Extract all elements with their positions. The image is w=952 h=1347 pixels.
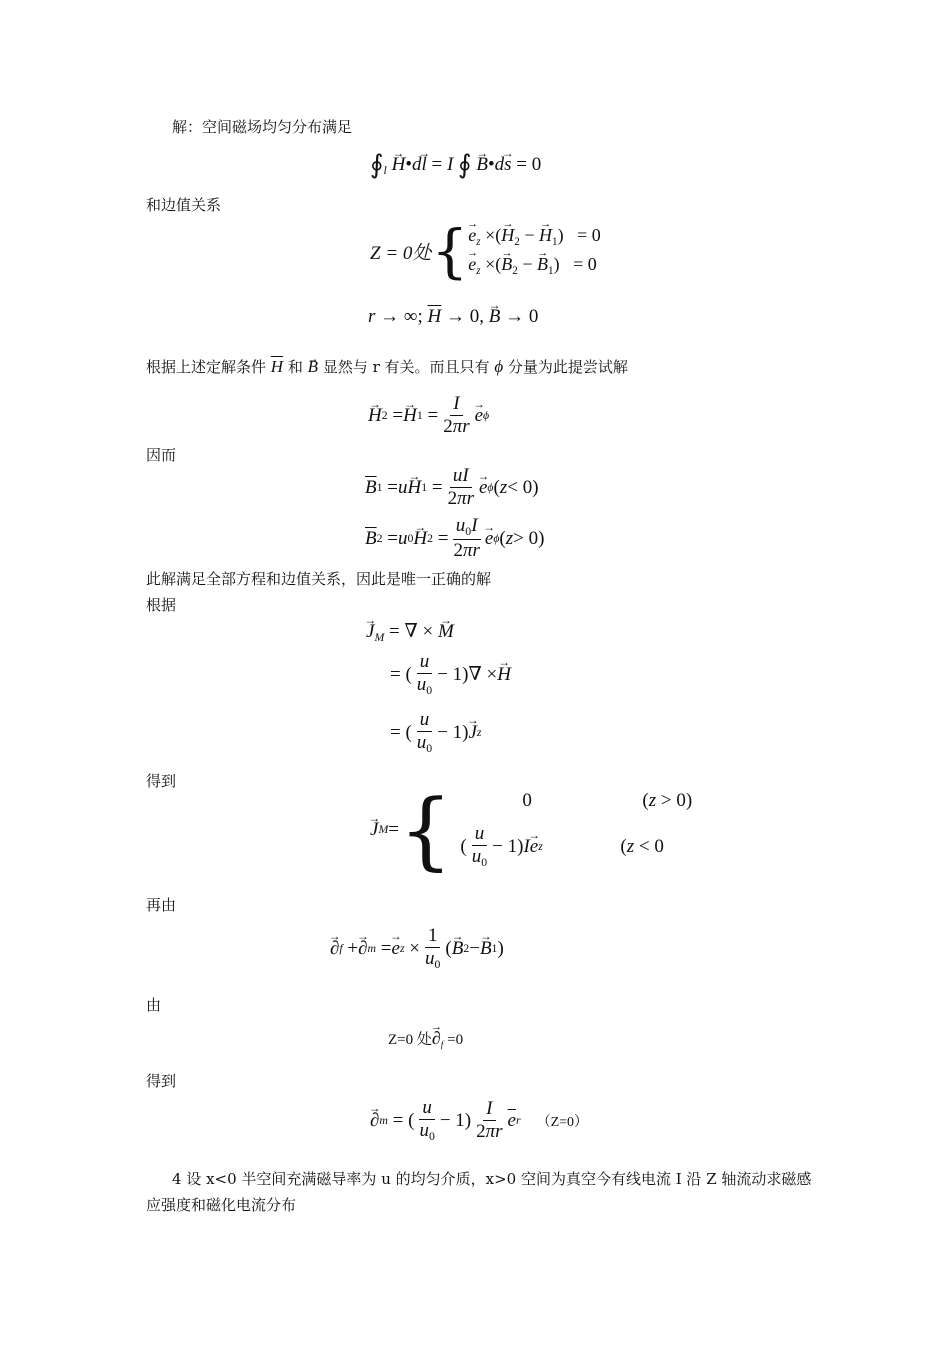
- boundary-line: 和边值关系: [146, 196, 222, 214]
- obtain-line-2: 得到: [146, 1072, 177, 1090]
- therefore-line: 因而: [146, 446, 177, 464]
- condition-text-c: 显然与 r 有关。而且只有: [322, 358, 490, 376]
- condition-line: 根据上述定解条件 $\overline{H}$ 和 → B 显然与 r 有关。而且只有 ϕ 分量为此提尝试解: [146, 358, 628, 376]
- obtain-line-1: 得到: [146, 772, 177, 790]
- by-line: 由: [146, 996, 162, 1014]
- equation-jm-step2: = ( $\frac{u}{u_0}$ − 1)∇ × → H: [390, 652, 511, 698]
- equation-trial-solution: → H 2 = → H 1 = $\frac{I}{2\pi r}$ → e ϕ: [368, 394, 489, 438]
- z0-label: Z = 0处: [370, 242, 432, 264]
- equation-jm-step3: = ( $\frac{u}{u_0}$ − 1) → J z: [390, 710, 482, 756]
- condition-text-b: 和: [287, 358, 303, 376]
- equation-b1: $\overline{B}$ 1 = u → H 1 = $\frac{uI}{2\pi r}$ → e ϕ ( z < 0): [365, 466, 539, 510]
- equation-boundary: Z = 0处 { → $e_z$ ×(→ $H_2$ − → $H_1) = 0$ → $e_z$ ×(→ $B_2$ − → $B_1) = 0$: [370, 222, 601, 280]
- problem-4-line-2: 应强度和磁化电流分布: [146, 1196, 297, 1214]
- z0-note: （Z=0）: [536, 1114, 589, 1130]
- unique-solution-line: 此解满足全部方程和边值关系，因此是唯一正确的解: [146, 570, 492, 588]
- intro-line: 解：空间磁场均匀分布满足: [172, 118, 353, 136]
- equation-infinity: r → ∞; $\overline{H} \to 0$, → B → 0: [368, 306, 538, 328]
- equation-magnetization-current: → ∂ m = ( $\frac{u}{u_0}$ − 1) $\frac{I}{2\pi r}$ $\overline{e}$ r （Z=0）: [370, 1098, 588, 1144]
- z0-text: Z=0 处: [388, 1032, 432, 1048]
- equation-jm-curl: → $J_M$ = ∇ × → M: [366, 620, 454, 645]
- problem-4-line-1: 4 设 x<0 半空间充满磁导率为 u 的均匀介质，x>0 空间为真空今有线电流 I 沿 Z 轴流动求磁感: [172, 1170, 812, 1188]
- equation-free-current: Z=0 处→ $\partial_f =0$: [388, 1028, 463, 1050]
- condition-text-a: 根据上述定解条件: [146, 358, 267, 376]
- then-by-line: 再由: [146, 896, 177, 914]
- equation-b2: $\overline{B}$ 2 = u 0 → H 2 = $\frac{u_0I}{2\pi r}$ → e ϕ ( z > 0): [365, 516, 544, 562]
- according-line: 根据: [146, 596, 177, 614]
- equation-circulation: $∮_l$ → H•d→ l = I ∮ → B•d→ s = 0: [370, 150, 541, 180]
- condition-text-d: 分量为此提尝试解: [507, 358, 628, 376]
- equation-surface-current: → ∂ f + → ∂ m = → e z × $\frac{1}{u_0}$ ( → B 2 − → B 1 ): [330, 926, 504, 972]
- equation-jm-piecewise: → J M = { 0 (z > 0) ( $\frac{u}{u_0}$ − 1) I → e z (z < 0: [370, 788, 692, 872]
